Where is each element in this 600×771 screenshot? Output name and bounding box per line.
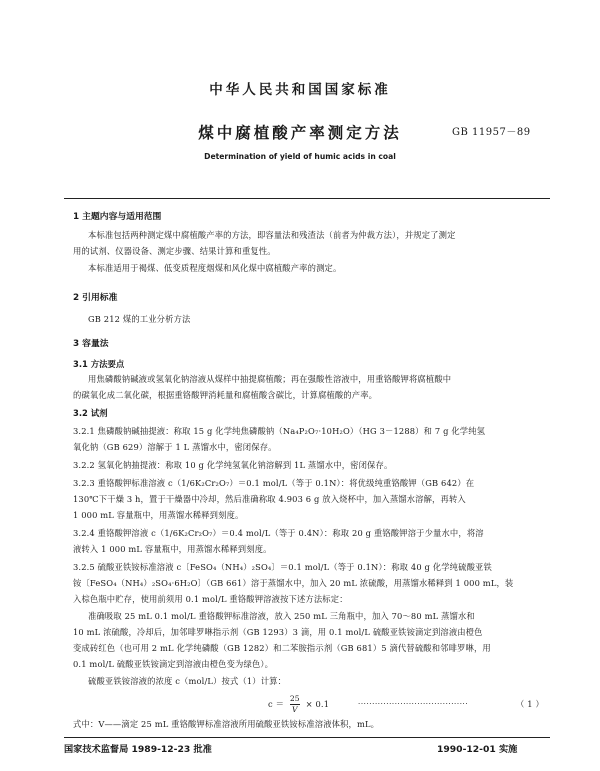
section-3-2-3-line-2: 130℃下干燥 3 h，置于干燥器中冷却，然后准确称取 4.903 6 g 放入烧杯中，加入蒸馏水溶解，再转入 (73, 494, 466, 504)
section-2-reference: GB 212 煤的工业分析方法 (88, 314, 191, 324)
formula-1 (268, 694, 329, 715)
section-3-2-5-line-1: 3.2.5 硫酸亚铁铵标准溶液 c〔FeSO₄（NH₄）₂SO₄〕＝0.1 mol/L（等于 0.1N）：称取 40 g 化学纯硫酸亚铁 (73, 562, 492, 572)
standard-code: GB 11957－89 (452, 127, 531, 138)
formula-variable-note: 式中：V——滴定 25 mL 重铬酸钾标准溶液所用硫酸亚铁铵标准溶液体积，mL。 (73, 719, 380, 729)
formula-leader-dots: ······································· (358, 700, 469, 708)
section-3-1-heading: 3.1 方法要点 (73, 359, 125, 369)
section-3-2-5-line-6: 变成砖红色（也可用 2 mL 化学纯磷酸（GB 1282）和二苯胺指示剂（GB 681）5 滴代替硫酸和邻啡罗啉，用 (73, 643, 491, 653)
national-standard-header: 中华人民共和国国家标准 (209, 82, 391, 98)
formula-rhs: × 0.1 (305, 699, 330, 709)
section-1-paragraph-1-line-1: 本标准包括两种测定煤中腐植酸产率的方法，即容量法和残渣法（前者为仲裁方法），并规定了测定 (88, 230, 456, 240)
section-3-2-5-line-3: 入棕色瓶中贮存，使用前须用 0.1 mol/L 重铬酸钾溶液按下述方法标定： (73, 594, 348, 604)
formula-number: （ 1 ） (516, 699, 544, 709)
section-3-2-5-line-7: 0.1 mol/L 硫酸亚铁铵滴定到溶液由橙色变为绿色）。 (73, 659, 274, 669)
formula-denominator: V (291, 705, 298, 714)
section-1-paragraph-2: 本标准适用于褐煤、低变质程度烟煤和风化煤中腐植酸产率的测定。 (88, 263, 342, 273)
formula-numerator: 25 (289, 694, 300, 703)
section-3-heading: 3 容量法 (73, 339, 109, 349)
section-3-2-5-line-2: 铵〔FeSO₄（NH₄）₂SO₄·6H₂O〕（GB 661）溶于蒸馏水中，加入 20 mL 浓硫酸，用蒸馏水稀释到 1 000 mL，装 (73, 578, 514, 588)
section-3-1-line-2: 的碳氧化成二氧化碳，根据重铬酸钾消耗量和腐植酸含碳比，计算腐植酸的产率。 (73, 390, 378, 400)
section-2-heading: 2 引用标准 (73, 293, 118, 303)
section-3-2-4-line-1: 3.2.4 重铬酸钾溶液 c（1/6K₂Cr₂O₇）＝0.4 mol/L（等于 0.4N）：称取 20 g 重铬酸钾溶于少量水中，将溶 (73, 528, 484, 538)
section-3-2-3-line-1: 3.2.3 重铬酸钾标准溶液 c（1/6K₂Cr₂O₇）＝0.1 mol/L（等于 0.1N）：将优级纯重铬酸钾（GB 642）在 (73, 478, 475, 488)
section-3-2-4-line-2: 液转入 1 000 mL 容量瓶中，用蒸馏水稀释到刻度。 (73, 544, 272, 554)
section-3-2-1-line-2: 氧化钠（GB 629）溶解于 1 L 蒸馏水中，密闭保存。 (73, 442, 277, 452)
section-3-2-heading: 3.2 试剂 (73, 408, 108, 418)
formula-fraction (290, 694, 300, 715)
section-1-heading: 1 主题内容与适用范围 (73, 212, 162, 222)
approval-date: 国家技术监督局 1989-12-23 批准 (64, 744, 212, 755)
effective-date: 1990-12-01 实施 (437, 744, 518, 755)
section-3-2-1-line-1: 3.2.1 焦磷酸钠碱抽提液：称取 15 g 化学纯焦磷酸钠（Na₄P₂O₇·10H₂O）（HG 3－1288）和 7 g 化学纯氢 (73, 426, 486, 436)
header-divider (64, 198, 550, 199)
formula-lhs: c ＝ (268, 699, 285, 709)
section-3-2-5-line-8: 硫酸亚铁铵溶液的浓度 c（mol/L）按式（1）计算： (88, 676, 287, 686)
section-3-2-3-line-3: 1 000 mL 容量瓶中，用蒸馏水稀释到刻度。 (73, 510, 244, 520)
section-1-paragraph-1-line-2: 用的试剂、仪器设备、测定步骤、结果计算和重复性。 (73, 246, 276, 256)
section-3-2-5-line-5: 10 mL 浓硫酸，冷却后，加邻啡罗啉指示剂（GB 1293）3 滴，用 0.1 mol/L 硫酸亚铁铵滴定到溶液由橙色 (73, 627, 483, 637)
english-title: Determination of yield of humic acids in coal (204, 152, 396, 161)
section-3-1-line-1: 用焦磷酸钠碱液或氢氧化钠溶液从煤样中抽提腐植酸；再在强酸性溶液中，用重铬酸钾将腐植酸中 (88, 374, 452, 384)
section-3-2-5-line-4: 准确吸取 25 mL 0.1 mol/L 重铬酸钾标准溶液，放入 250 mL 三角瓶中，加入 70～80 mL 蒸馏水和 (88, 611, 475, 621)
footer-divider (64, 737, 550, 738)
section-3-2-2: 3.2.2 氢氧化钠抽提液：称取 10 g 化学纯氢氧化钠溶解到 1L 蒸馏水中，密闭保存。 (73, 460, 393, 470)
document-title: 煤中腐植酸产率测定方法 (198, 124, 402, 142)
